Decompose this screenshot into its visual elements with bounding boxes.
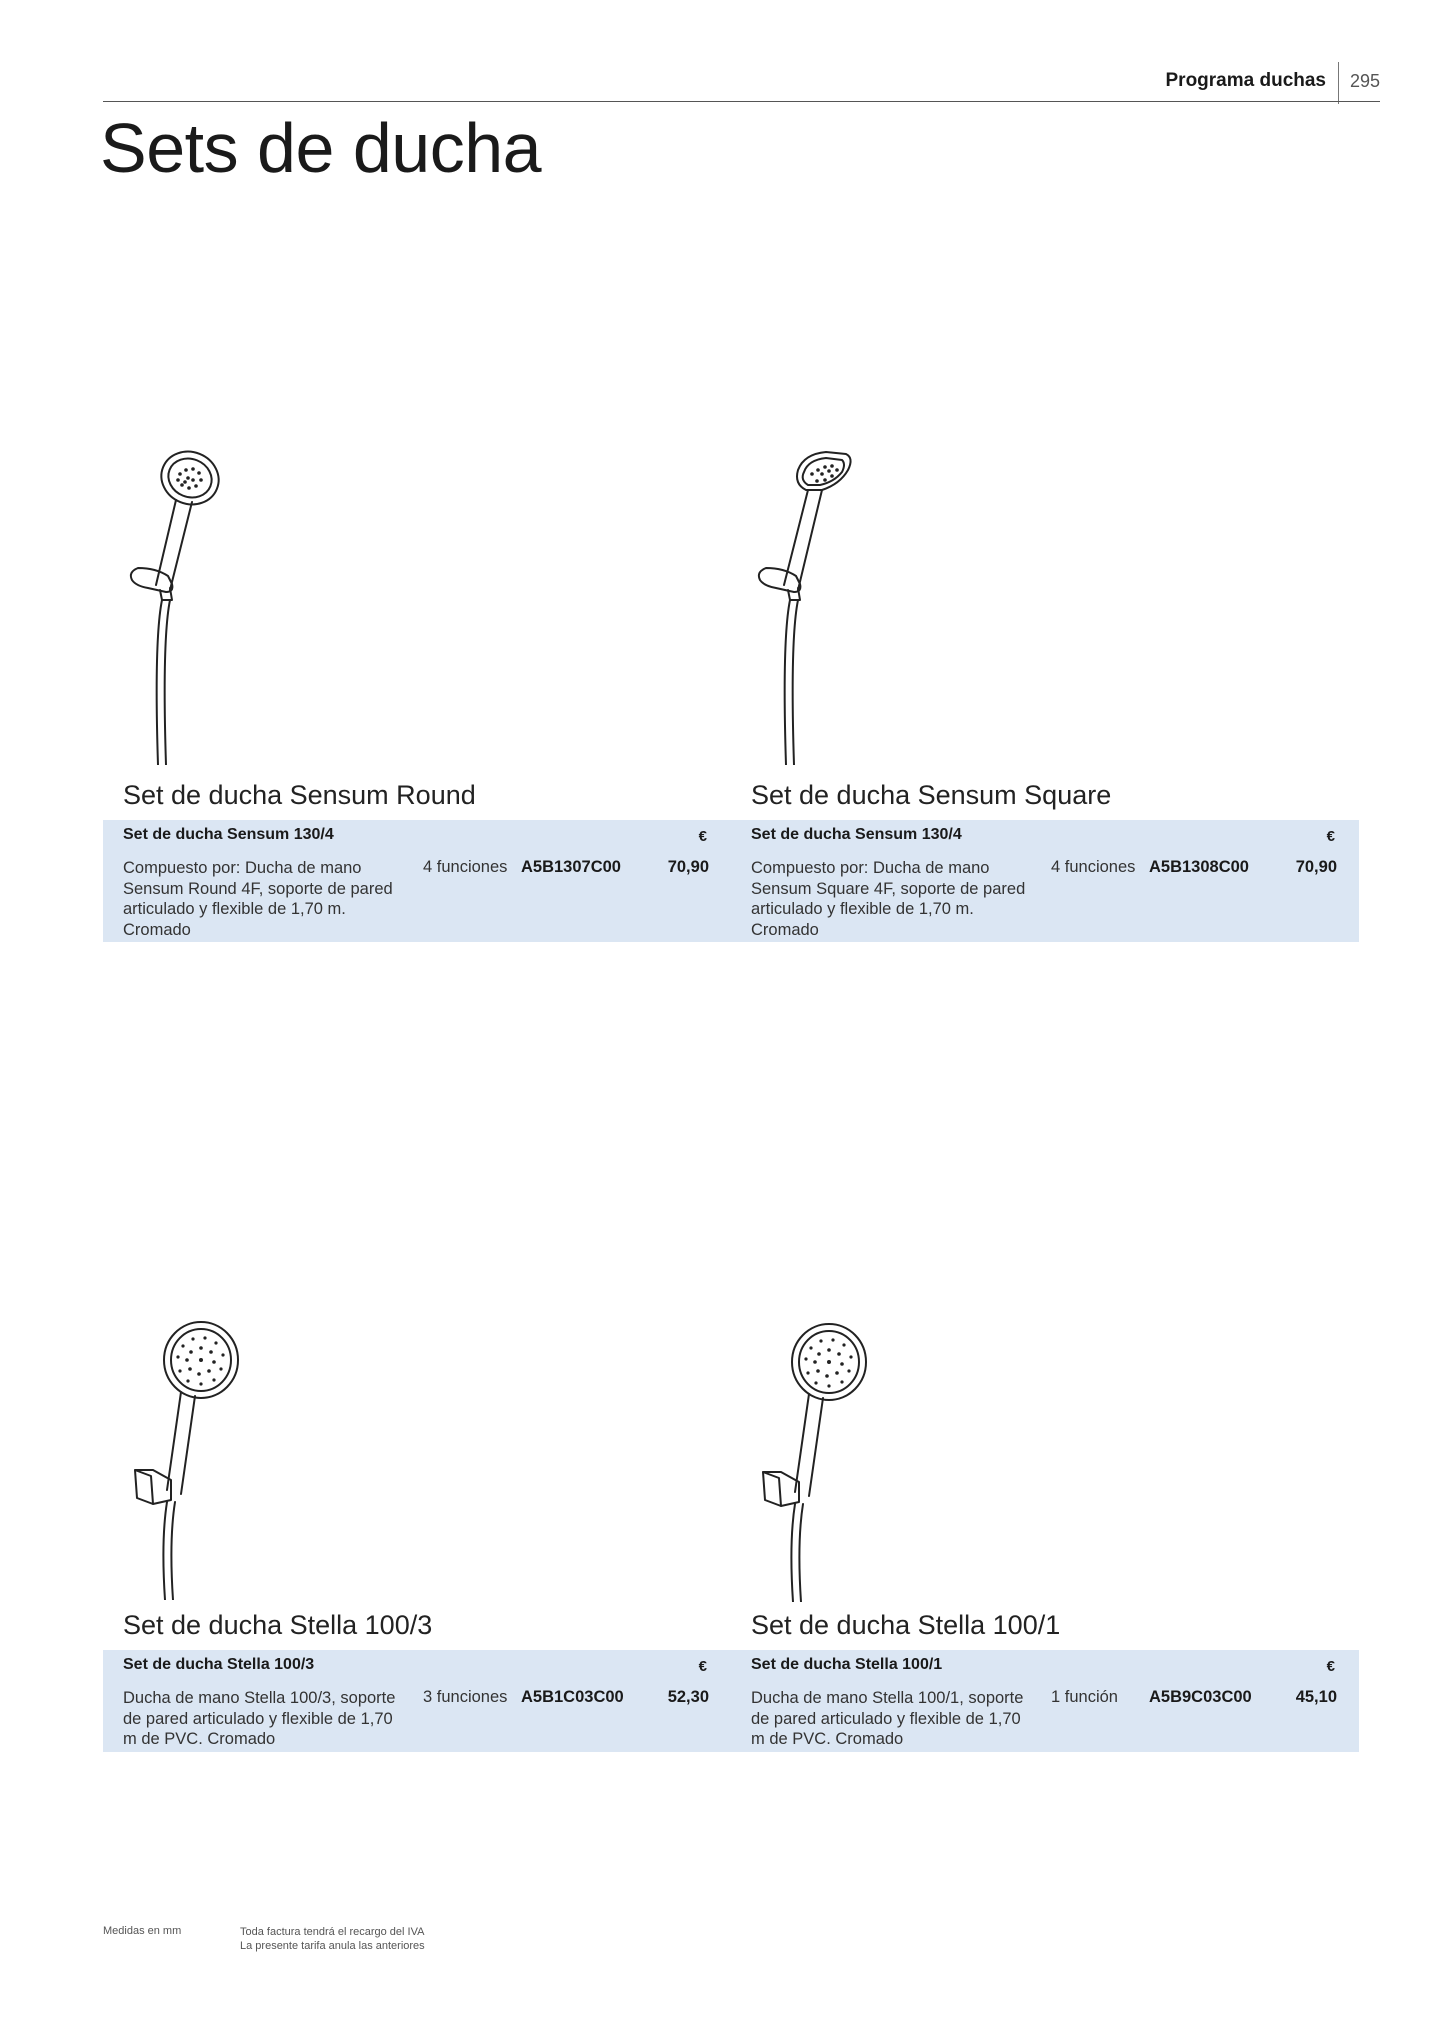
product-functions: 4 funciones <box>423 858 508 876</box>
product-title: Set de ducha Sensum Square <box>751 780 1112 810</box>
product-price: 70,90 <box>667 858 709 876</box>
header-divider <box>1338 62 1339 104</box>
currency-label: € <box>1326 828 1335 845</box>
product-description: Compuesto por: Ducha de mano Sensum Round 4F, soporte de pared articulado y flexible de 1,70 m. Cromado <box>123 859 393 939</box>
currency-label: € <box>1326 1658 1335 1675</box>
shower-set-round-illustration <box>118 440 258 765</box>
product-title: Set de ducha Stella 100/1 <box>751 1610 1061 1640</box>
product-card-sensum-square <box>731 440 1359 945</box>
spec-header: Set de ducha Sensum 130/4 <box>751 826 962 843</box>
footer-note-tariff: La presente tarifa anula las anteriores <box>240 1940 425 1952</box>
page-title: Sets de ducha <box>100 109 542 187</box>
footer-units: Medidas en mm <box>103 1925 182 1937</box>
spec-header: Set de ducha Stella 100/1 <box>751 1656 943 1673</box>
page-number: 295 <box>1350 71 1381 91</box>
header-rule <box>103 101 1380 102</box>
product-card-stella-100-1 <box>731 1300 1359 1760</box>
product-reference: A5B9C03C00 <box>1149 1688 1252 1706</box>
product-price: 70,90 <box>1295 858 1337 876</box>
product-description: Ducha de mano Stella 100/3, soporte de pared articulado y flexible de 1,70 m de PVC. Cromado <box>123 1689 396 1748</box>
currency-label: € <box>698 1658 707 1675</box>
product-reference: A5B1308C00 <box>1149 858 1249 876</box>
product-card-stella-100-3 <box>103 1300 731 1760</box>
shower-set-stella-3-illustration <box>123 1310 263 1600</box>
product-description: Ducha de mano Stella 100/1, soporte de pared articulado y flexible de 1,70 m de PVC. Cromado <box>751 1689 1024 1748</box>
spec-header: Set de ducha Stella 100/3 <box>123 1656 315 1673</box>
product-functions: 3 funciones <box>423 1688 508 1706</box>
spec-panel <box>731 820 1359 942</box>
product-functions: 4 funciones <box>1051 858 1136 876</box>
spec-panel <box>103 1650 731 1752</box>
product-card-sensum-round <box>103 440 731 945</box>
footer-notes <box>240 1925 425 1953</box>
spec-header: Set de ducha Sensum 130/4 <box>123 826 334 843</box>
product-title: Set de ducha Stella 100/3 <box>123 1610 433 1640</box>
product-price: 52,30 <box>667 1688 709 1706</box>
product-reference: A5B1C03C00 <box>521 1688 624 1706</box>
product-title: Set de ducha Sensum Round <box>123 780 476 810</box>
product-description: Compuesto por: Ducha de mano Sensum Square 4F, soporte de pared articulado y flexible de 1,70 m. Cromado <box>751 859 1026 939</box>
currency-label: € <box>698 828 707 845</box>
product-price: 45,10 <box>1295 1688 1337 1706</box>
shower-set-square-illustration <box>746 440 886 765</box>
product-functions: 1 función <box>1051 1688 1118 1706</box>
shower-set-stella-1-illustration <box>751 1312 891 1602</box>
footer-note-vat: Toda factura tendrá el recargo del IVA <box>240 1926 425 1938</box>
product-reference: A5B1307C00 <box>521 858 621 876</box>
header-section-label: Programa duchas <box>1165 70 1326 91</box>
spec-panel <box>731 1650 1359 1752</box>
spec-panel <box>103 820 731 942</box>
